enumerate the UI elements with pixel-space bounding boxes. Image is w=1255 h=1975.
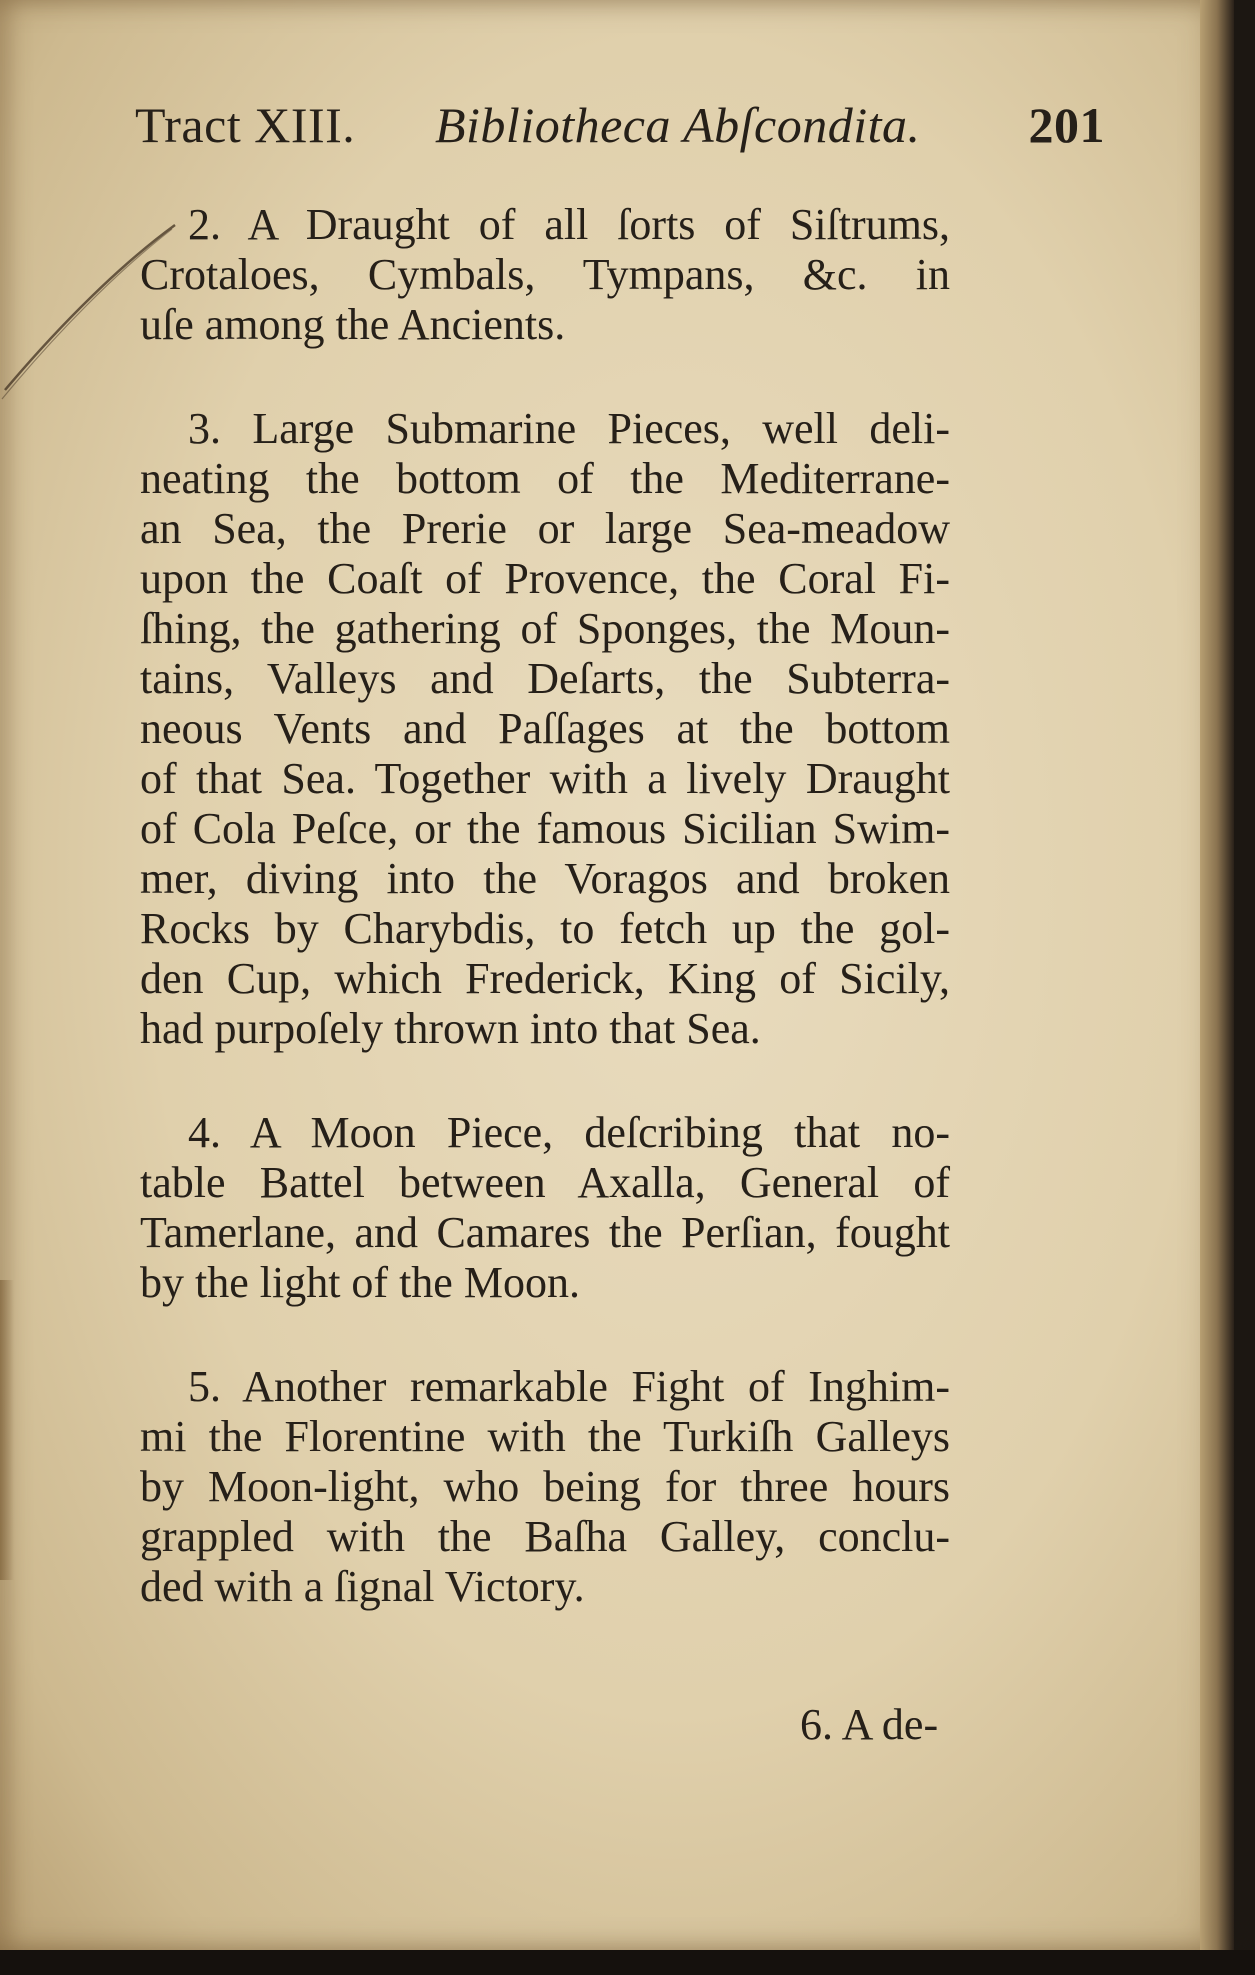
page-gutter-shadow (1200, 0, 1234, 1950)
catchword: 6. A de- (800, 1700, 939, 1749)
text-line: neous Vents and Paſſages at the bottom (140, 704, 950, 753)
text-line: of that Sea. Together with a lively Draught (140, 754, 950, 803)
text-line: mer, diving into the Voragos and broken (140, 854, 950, 903)
text-line: Crotaloes, Cymbals, Tympans, &c. in (140, 250, 950, 299)
page-stain (0, 1280, 14, 1580)
book-title: Bibliotheca Abſcondita. (435, 97, 921, 153)
text-line: Rocks by Charybdis, to fetch up the gol- (140, 904, 950, 953)
text-line: 4. A Moon Piece, deſcribing that no- (188, 1108, 950, 1157)
page-number: 201 (1028, 97, 1105, 153)
text-line: Tamerlane, and Camares the Perſian, fought (140, 1208, 950, 1257)
paragraph-item-4 (140, 1108, 950, 1308)
text-line: neating the bottom of the Mediterrane- (140, 454, 950, 503)
text-line: uſe among the Ancients. (140, 300, 566, 349)
text-line: 2. A Draught of all ſorts of Siſtrums, (188, 200, 950, 249)
text-line: mi the Florentine with the Turkiſh Galleys (140, 1412, 950, 1461)
tract-number: Tract XIII. (135, 97, 356, 153)
text-line: 3. Large Submarine Pieces, well deli- (188, 404, 950, 453)
running-head (135, 90, 1105, 160)
text-line: an Sea, the Prerie or large Sea-meadow (140, 504, 950, 553)
text-line: upon the Coaſt of Provence, the Coral Fi- (140, 554, 950, 603)
text-line: of Cola Peſce, or the famous Sicilian Swim- (140, 804, 950, 853)
paragraph-item-5 (140, 1362, 950, 1612)
text-line: had purpoſely thrown into that Sea. (140, 1004, 761, 1053)
text-line: den Cup, which Frederick, King of Sicily, (140, 954, 950, 1003)
body-text (140, 200, 950, 1666)
scan-border (0, 1950, 1255, 1975)
text-line: ſhing, the gathering of Sponges, the Moun- (140, 604, 950, 653)
text-line: table Battel between Axalla, General of (140, 1158, 950, 1207)
text-line: 5. Another remarkable Fight of Inghim- (188, 1362, 950, 1411)
text-line: by the light of the Moon. (140, 1258, 580, 1307)
paragraph-item-3 (140, 404, 950, 1054)
text-line: grappled with the Baſha Galley, conclu- (140, 1512, 950, 1561)
text-line: tains, Valleys and Deſarts, the Subterra- (140, 654, 950, 703)
text-line: by Moon-light, who being for three hours (140, 1462, 950, 1511)
text-line: ded with a ſignal Victory. (140, 1562, 585, 1611)
paragraph-item-2 (140, 200, 950, 350)
